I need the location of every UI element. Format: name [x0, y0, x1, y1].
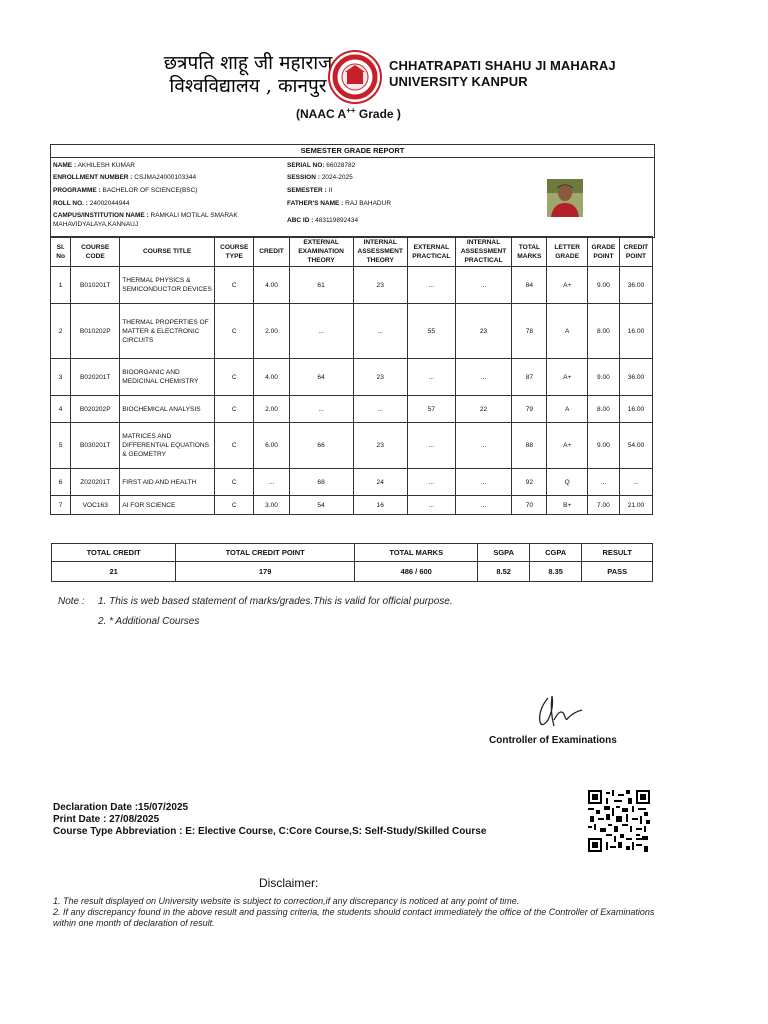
cell-total: 92 [512, 469, 547, 496]
cell-credit: 2.00 [254, 304, 289, 359]
university-name-english [389, 58, 616, 90]
cell-int-practical: 22 [455, 396, 511, 423]
cell-int-practical: ... [455, 469, 511, 496]
cell-grade-point: ... [587, 469, 619, 496]
cell-credit-point: 16.00 [619, 396, 652, 423]
cell-int-theory: ... [353, 396, 407, 423]
english-line-2: UNIVERSITY KANPUR [389, 74, 528, 89]
roll-no: ROLL NO. : 24002044944 [53, 200, 130, 207]
summary-cgpa: 8.35 [529, 562, 581, 582]
cell-total: 87 [512, 359, 547, 396]
cell-credit: 2.00 [254, 396, 289, 423]
summary-header-total-marks: TOTAL MARKS [355, 544, 478, 562]
cell-int-theory: ... [353, 304, 407, 359]
university-logo [328, 50, 382, 104]
summary-total-credit-point: 179 [176, 562, 355, 582]
table-row [51, 267, 653, 304]
cell-grade: A+ [547, 423, 587, 469]
controller-label: Controller of Examinations [489, 735, 617, 746]
student-name: NAME : AKHILESH KUMAR [53, 162, 135, 169]
enrollment-number: ENROLLMENT NUMBER : CSJMA24000103344 [53, 174, 197, 181]
cell-title: AI FOR SCIENCE [120, 496, 215, 515]
note-label: Note : [58, 596, 85, 607]
cell-ext-theory: 61 [289, 267, 353, 304]
cell-total: 78 [512, 304, 547, 359]
table-row [51, 304, 653, 359]
table-row [51, 469, 653, 496]
summary-header-cgpa: CGPA [529, 544, 581, 562]
summary-sgpa: 8.52 [478, 562, 530, 582]
cell-grade: A [547, 304, 587, 359]
disclaimer-text [53, 896, 663, 929]
cell-sl: 2 [51, 304, 71, 359]
cell-sl: 7 [51, 496, 71, 515]
cell-credit: 4.00 [254, 267, 289, 304]
hindi-line-2: विश्वविद्यालय , कानपुर [169, 75, 327, 97]
programme: PROGRAMME : BACHELOR OF SCIENCE(BSC) [53, 187, 198, 194]
table-row [51, 359, 653, 396]
cell-code: B020201T [71, 359, 120, 396]
qr-code [588, 790, 650, 852]
cell-ext-theory: 68 [289, 469, 353, 496]
cell-credit: 3.00 [254, 496, 289, 515]
cell-sl: 4 [51, 396, 71, 423]
disclaimer-heading: Disclaimer: [259, 876, 319, 890]
cell-title: MATRICES AND DIFFERENTIAL EQUATIONS & GEOMETRY [120, 423, 215, 469]
declaration-date: Declaration Date :15/07/2025 [53, 802, 189, 813]
father-name: FATHER'S NAME : RAJ BAHADUR [287, 200, 392, 207]
cell-int-practical: ... [455, 496, 511, 515]
cell-sl: 3 [51, 359, 71, 396]
cell-credit: 4.00 [254, 359, 289, 396]
header-course-type: COURSE TYPE [215, 237, 254, 267]
header-ext-theory: EXTERNAL EXAMINATION THEORY [289, 237, 353, 267]
session: SESSION : 2024-2025 [287, 174, 353, 181]
cell-ext-theory: 54 [289, 496, 353, 515]
cell-int-theory: 23 [353, 267, 407, 304]
cell-title: BIOCHEMICAL ANALYSIS [120, 396, 215, 423]
cell-ext-practical: 55 [407, 304, 455, 359]
cell-credit: 6.00 [254, 423, 289, 469]
serial-no: SERIAL NO: 66028782 [287, 162, 356, 169]
cell-title: THERMAL PROPERTIES OF MATTER & ELECTRONIC CIRCUITS [120, 304, 215, 359]
naac-grade: (NAAC A++ Grade ) [296, 106, 401, 121]
cell-code: VOC163 [71, 496, 120, 515]
cell-int-practical: ... [455, 267, 511, 304]
cell-ext-practical: ... [407, 267, 455, 304]
cell-sl: 1 [51, 267, 71, 304]
header-sl: Sl. No [51, 237, 71, 267]
cell-title: THERMAL PHYSICS & SEMICONDUCTOR DEVICES [120, 267, 215, 304]
cell-int-theory: 24 [353, 469, 407, 496]
cell-int-theory: 23 [353, 359, 407, 396]
grades-header-row [51, 237, 653, 267]
header-ext-practical: EXTERNAL PRACTICAL [407, 237, 455, 267]
cell-sl: 6 [51, 469, 71, 496]
hindi-line-1: छत्रपति शाहू जी महाराज [163, 52, 333, 74]
cell-credit-point: 36.00 [619, 359, 652, 396]
table-row [51, 423, 653, 469]
cell-grade: A+ [547, 359, 587, 396]
header-letter-grade: LETTER GRADE [547, 237, 587, 267]
grades-table [50, 236, 653, 515]
cell-grade: A+ [547, 267, 587, 304]
cell-int-practical: ... [455, 359, 511, 396]
cell-credit: ... [254, 469, 289, 496]
summary-table [51, 543, 653, 582]
cell-ext-practical: ... [407, 469, 455, 496]
cell-type: C [215, 469, 254, 496]
english-line-1: CHHATRAPATI SHAHU JI MAHARAJ [389, 58, 616, 73]
header-int-theory: INTERNAL ASSESSMENT THEORY [353, 237, 407, 267]
cell-ext-practical: ... [407, 496, 455, 515]
header-credit-point: CREDIT POINT [619, 237, 652, 267]
cell-ext-theory: ... [289, 304, 353, 359]
report-title: SEMESTER GRADE REPORT [51, 145, 654, 158]
cell-int-practical: ... [455, 423, 511, 469]
cell-grade-point: 9.00 [587, 423, 619, 469]
cell-credit-point: ... [619, 469, 652, 496]
cell-grade: B+ [547, 496, 587, 515]
note-1: 1. This is web based statement of marks/grades.This is valid for official purpose. [98, 596, 453, 607]
cell-ext-theory: 64 [289, 359, 353, 396]
cell-grade-point: 7.00 [587, 496, 619, 515]
cell-ext-practical: ... [407, 423, 455, 469]
cell-credit-point: 16.00 [619, 304, 652, 359]
cell-code: B010201T [71, 267, 120, 304]
cell-credit-point: 54.00 [619, 423, 652, 469]
course-type-abbreviation: Course Type Abbreviation : E: Elective Course, C:Core Course,S: Self-Study/Skilled Course [53, 826, 487, 837]
cell-int-practical: 23 [455, 304, 511, 359]
cell-code: B020202P [71, 396, 120, 423]
cell-type: C [215, 423, 254, 469]
cell-grade: Q [547, 469, 587, 496]
declaration-block [53, 802, 486, 838]
table-row [51, 496, 653, 515]
header-credit: CREDIT [254, 237, 289, 267]
summary-header-total-credit-point: TOTAL CREDIT POINT [176, 544, 355, 562]
cell-grade-point: 8.00 [587, 304, 619, 359]
disclaimer-1: 1. The result displayed on University website is subject to correction,if any discrepancy is noticed at any point of time. [53, 896, 520, 906]
cell-int-theory: 23 [353, 423, 407, 469]
header-grade-point: GRADE POINT [587, 237, 619, 267]
cell-int-theory: 16 [353, 496, 407, 515]
cell-grade-point: 9.00 [587, 359, 619, 396]
cell-type: C [215, 359, 254, 396]
student-photo [547, 179, 583, 217]
cell-type: C [215, 267, 254, 304]
cell-ext-theory: ... [289, 396, 353, 423]
disclaimer-2: 2. If any discrepancy found in the above result and passing criteria, the students should contact immediately the office of the Controller of Examinations within one month of declaration of result. [53, 907, 655, 928]
summary-value-row [52, 562, 653, 582]
summary-header-result: RESULT [582, 544, 653, 562]
cell-type: C [215, 396, 254, 423]
cell-credit-point: 36.00 [619, 267, 652, 304]
controller-signature [530, 690, 590, 734]
summary-header-sgpa: SGPA [478, 544, 530, 562]
cell-grade: A [547, 396, 587, 423]
cell-type: C [215, 304, 254, 359]
campus-name: CAMPUS/INSTITUTION NAME : RAMKALI MOTILAL SMARAK MAHAVIDYALAYA,KANNAUJ [53, 212, 238, 228]
cell-total: 70 [512, 496, 547, 515]
cell-sl: 5 [51, 423, 71, 469]
cell-credit-point: 21.00 [619, 496, 652, 515]
print-date: Print Date : 27/08/2025 [53, 814, 160, 825]
summary-result: PASS [582, 562, 653, 582]
semester: SEMESTER : II [287, 187, 333, 194]
table-row [51, 396, 653, 423]
cell-code: Z020201T [71, 469, 120, 496]
cell-code: B030201T [71, 423, 120, 469]
cell-title: BIOORGANIC AND MEDICINAL CHEMISTRY [120, 359, 215, 396]
summary-total-credit: 21 [52, 562, 176, 582]
cell-ext-theory: 66 [289, 423, 353, 469]
cell-ext-practical: 57 [407, 396, 455, 423]
cell-title: FIRST AID AND HEALTH [120, 469, 215, 496]
cell-ext-practical: ... [407, 359, 455, 396]
header-int-practical: INTERNAL ASSESSMENT PRACTICAL [455, 237, 511, 267]
note-2: 2. * Additional Courses [98, 616, 200, 627]
cell-total: 84 [512, 267, 547, 304]
cell-total: 79 [512, 396, 547, 423]
summary-header-row [52, 544, 653, 562]
cell-code: B010202P [71, 304, 120, 359]
cell-grade-point: 9.00 [587, 267, 619, 304]
university-name-hindi [148, 52, 348, 98]
cell-total: 88 [512, 423, 547, 469]
header-total-marks: TOTAL MARKS [512, 237, 547, 267]
cell-type: C [215, 496, 254, 515]
summary-header-total-credit: TOTAL CREDIT [52, 544, 176, 562]
summary-total-marks: 486 / 600 [355, 562, 478, 582]
abc-id: ABC ID : 483119892434 [287, 217, 359, 224]
header-course-title: COURSE TITLE [120, 237, 215, 267]
cell-grade-point: 8.00 [587, 396, 619, 423]
header-course-code: COURSE CODE [71, 237, 120, 267]
